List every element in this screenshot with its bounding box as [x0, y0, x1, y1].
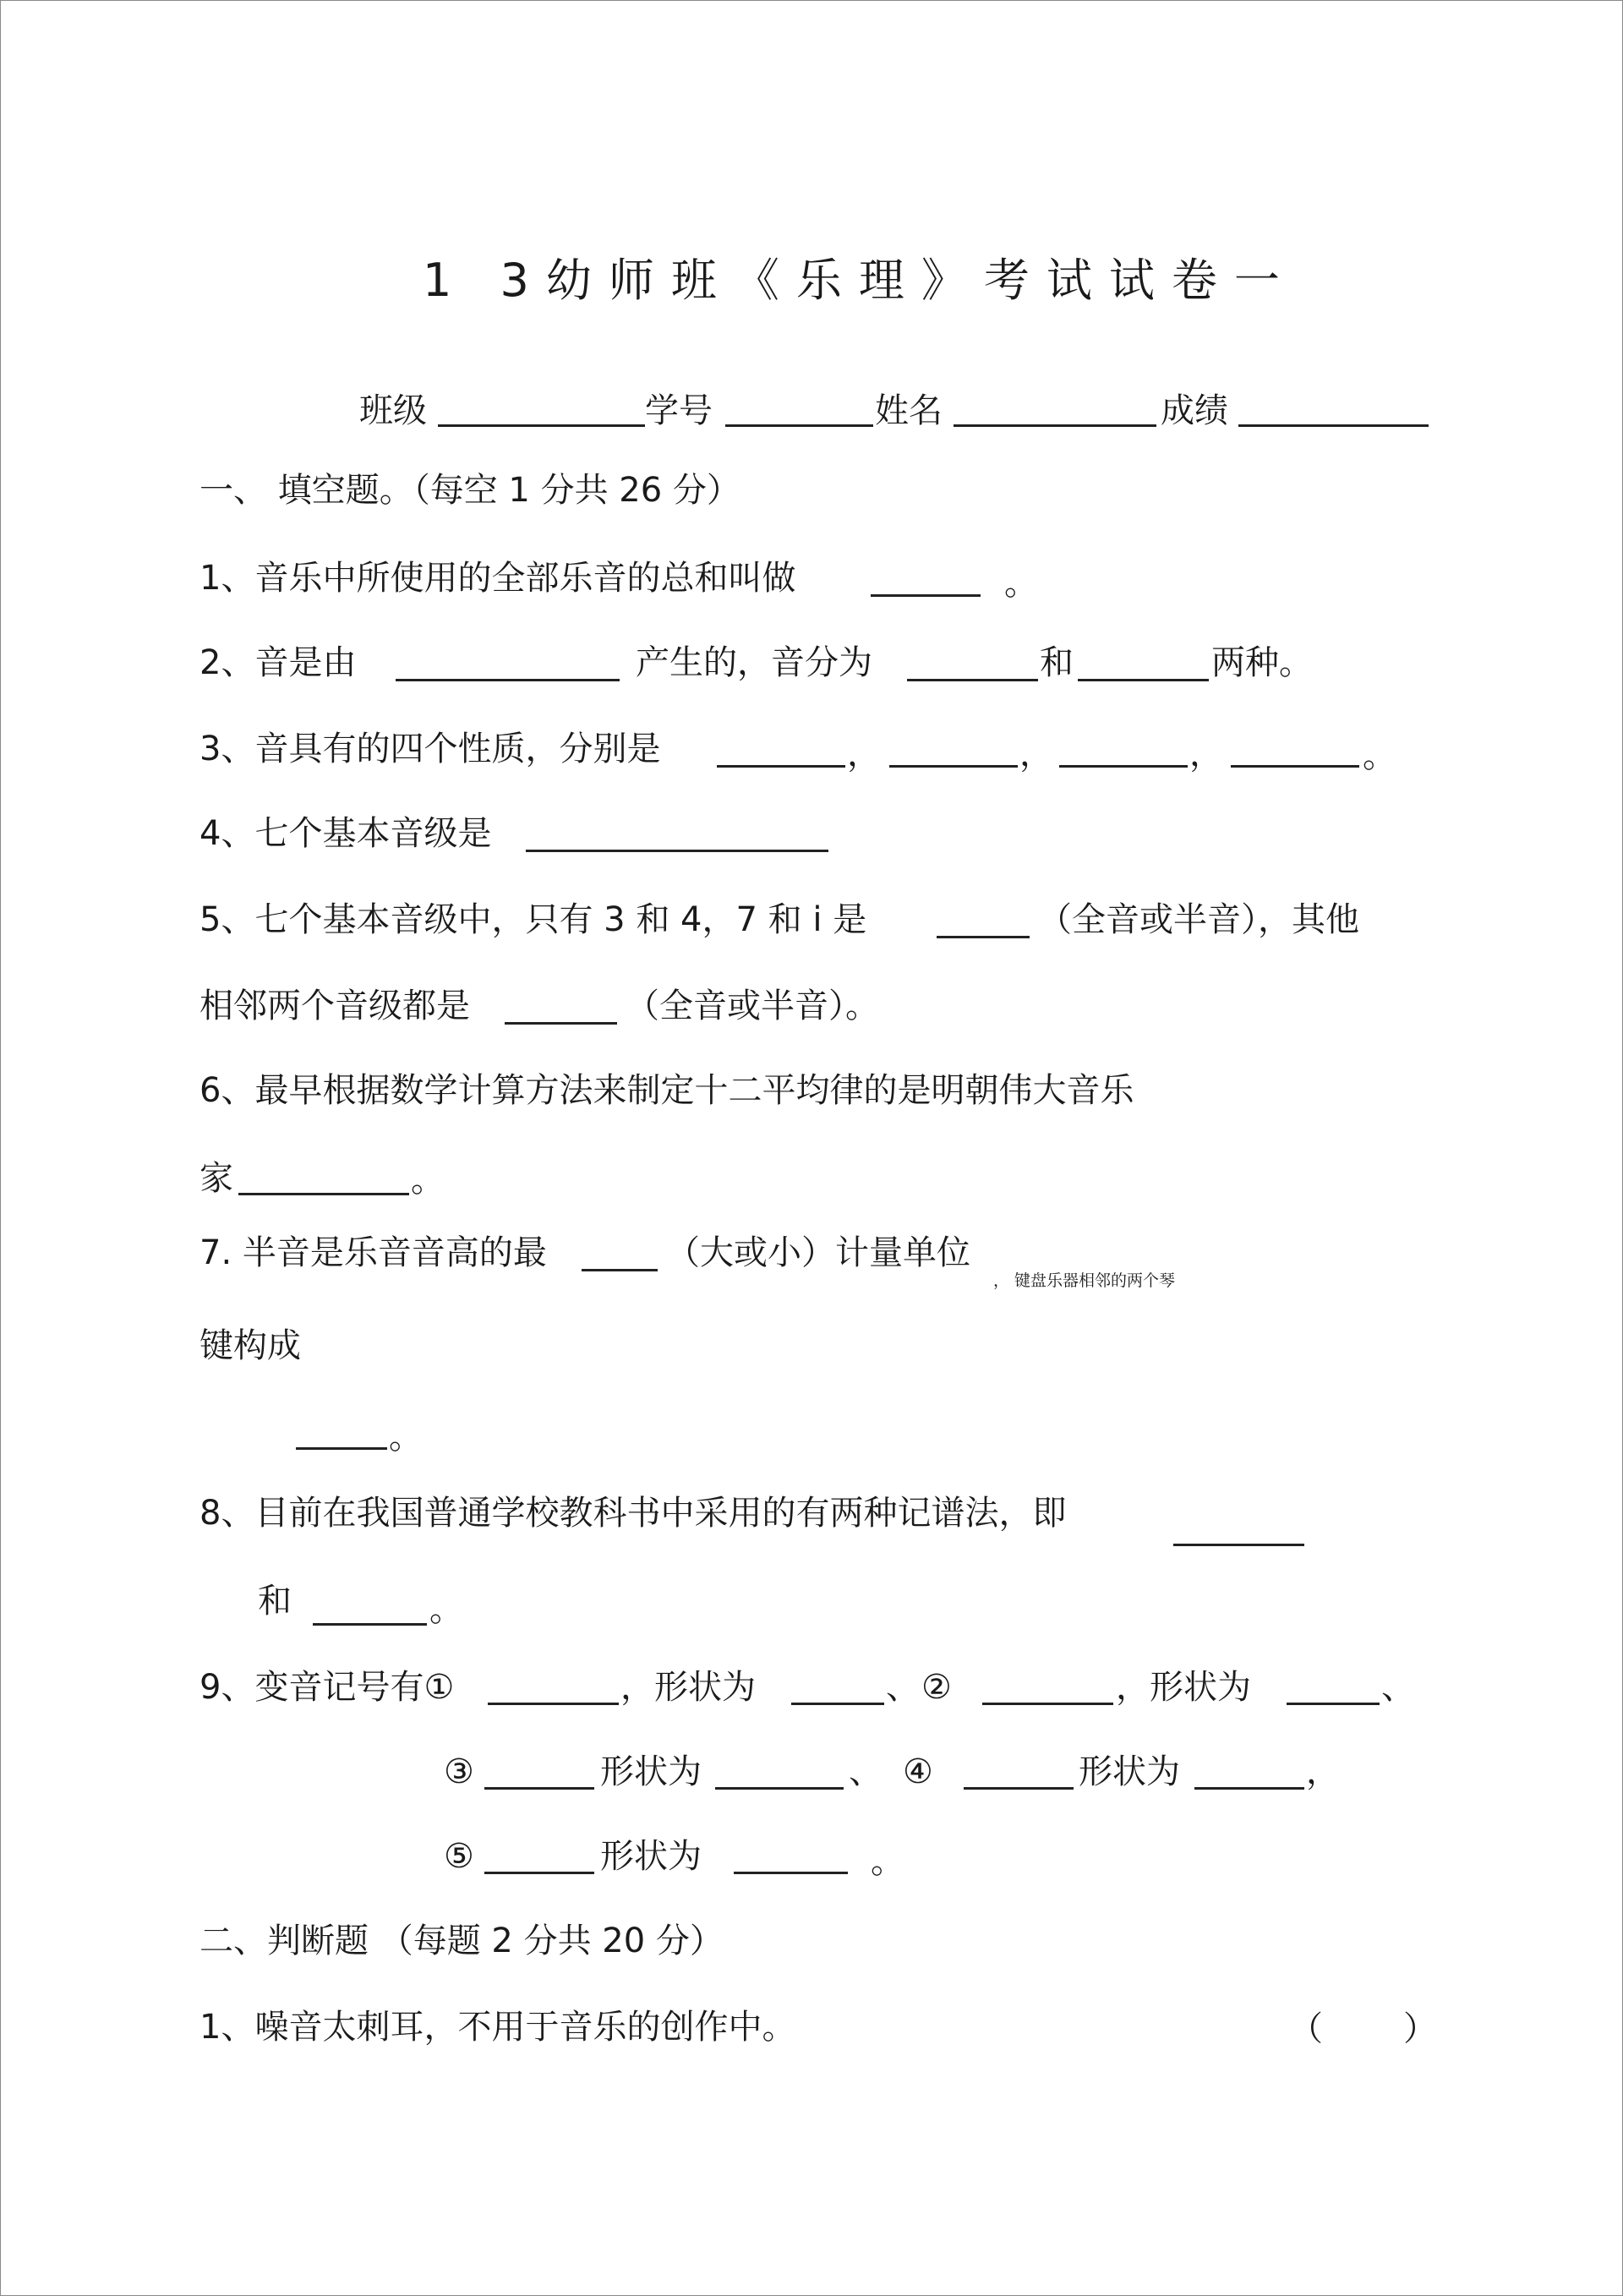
q9-circle-2: ②	[921, 1668, 952, 1707]
q7-note: ， 键盘乐器相邻的两个琴	[993, 1271, 1176, 1290]
q5-text-a: 5、七个基本音级中，只有 3 和 4，7 和 i 是	[199, 900, 867, 939]
page-title: 1 3幼师班《乐理》考试试卷一	[423, 254, 1297, 307]
q3-text: 3、音具有的四个性质，分别是	[199, 730, 661, 768]
q2-text-a: 2、音是由	[199, 643, 357, 682]
q8-text-b: 和	[258, 1582, 292, 1621]
q2-text-b: 产生的，音分为	[636, 643, 872, 682]
q8-end: 。	[429, 1590, 463, 1629]
q9-dun-2: 、	[1381, 1668, 1415, 1707]
q9-end: 。	[871, 1842, 904, 1881]
q7-blank-1[interactable]	[582, 1269, 658, 1271]
section-2-heading: 二、判断题 （每题 2 分共 20 分）	[199, 1922, 724, 1960]
q8-text-a: 8、目前在我国普通学校教科书中采用的有两种记谱法，即	[199, 1494, 1067, 1533]
q6-blank[interactable]	[238, 1193, 409, 1195]
q3-blank-4[interactable]	[1231, 765, 1359, 768]
q7-end: 。	[389, 1418, 423, 1457]
q7-text-c: 键构成	[199, 1326, 301, 1365]
q7-text-a: 7. 半音是乐音音高的最	[199, 1233, 547, 1272]
q2-blank-3[interactable]	[1078, 679, 1209, 681]
q2-text-c: 和	[1040, 643, 1074, 682]
q9-shape-label-5: 形状为	[600, 1837, 702, 1876]
name-label: 姓名	[875, 391, 943, 430]
q6-text-b: 家	[199, 1159, 233, 1198]
q1-end: 。	[1004, 564, 1038, 603]
id-blank[interactable]	[725, 424, 873, 427]
q5-text-c: 相邻两个音级都是	[199, 987, 470, 1025]
q9-circle-3: ③	[444, 1752, 474, 1791]
q2-blank-1[interactable]	[396, 679, 620, 681]
q9-circle-5: ⑤	[444, 1837, 474, 1876]
q9-blank-5[interactable]	[484, 1872, 594, 1874]
score-blank[interactable]	[1238, 424, 1429, 427]
name-blank[interactable]	[954, 424, 1156, 427]
class-blank[interactable]	[438, 424, 645, 427]
q3-blank-3[interactable]	[1059, 765, 1188, 768]
q4-blank[interactable]	[526, 850, 828, 852]
q6-end: 。	[411, 1161, 445, 1200]
q8-blank-1[interactable]	[1173, 1544, 1304, 1546]
q3-blank-1[interactable]	[717, 765, 845, 768]
q5-blank-2[interactable]	[505, 1022, 617, 1025]
q4-text: 4、七个基本音级是	[199, 814, 492, 853]
q9-shape-label-1: ，形状为	[620, 1668, 756, 1707]
q3-sep-2: ，	[1019, 735, 1053, 774]
q2-text-d: 两种。	[1211, 643, 1313, 682]
q9-circle-4: ④	[903, 1752, 933, 1791]
id-label: 学号	[645, 391, 713, 430]
q9-blank-4[interactable]	[964, 1787, 1074, 1790]
q1-text: 1、音乐中所使用的全部乐音的总和叫做	[199, 559, 796, 598]
q7-blank-2[interactable]	[296, 1447, 387, 1450]
q7-text-b: （大或小）计量单位	[666, 1233, 970, 1272]
q9-shape-label-3: 形状为	[600, 1752, 702, 1791]
judge-1-text: 1、噪音太刺耳，不用于音乐的创作中。	[199, 2008, 796, 2047]
q9-dun-3: 、	[849, 1752, 883, 1791]
q9-comma: ，	[1306, 1752, 1340, 1791]
q9-shape-label-4: 形状为	[1079, 1752, 1180, 1791]
score-label: 成绩	[1161, 391, 1228, 430]
class-label: 班级	[359, 391, 427, 430]
q5-blank-1[interactable]	[937, 936, 1030, 938]
q5-text-d: （全音或半音）。	[626, 987, 879, 1025]
q6-text-a: 6、最早根据数学计算方法来制定十二平均律的是明朝伟大音乐	[199, 1071, 1134, 1110]
q3-blank-2[interactable]	[889, 765, 1018, 768]
q3-sep-1: ，	[847, 735, 881, 774]
judge-1-left-paren: （	[1289, 2009, 1323, 2048]
q8-blank-2[interactable]	[313, 1623, 427, 1626]
q9-blank-3[interactable]	[484, 1787, 594, 1790]
q9-blank-1[interactable]	[488, 1703, 619, 1705]
q5-text-b: （全音或半音），其他	[1038, 900, 1359, 939]
q9-shape-blank-1[interactable]	[791, 1703, 884, 1705]
judge-1-right-paren[interactable]: ）	[1403, 2009, 1437, 2048]
q9-shape-label-2: ，形状为	[1116, 1668, 1251, 1707]
q9-shape-blank-2[interactable]	[1287, 1703, 1380, 1705]
q9-blank-2[interactable]	[982, 1703, 1113, 1705]
q9-shape-blank-5[interactable]	[734, 1872, 848, 1874]
q3-sep-3: ，	[1189, 735, 1223, 774]
section-1-heading: 一、 填空题。（每空 1 分共 26 分）	[199, 471, 740, 510]
q3-end: 。	[1363, 736, 1396, 775]
q2-blank-2[interactable]	[907, 679, 1038, 681]
q9-shape-blank-4[interactable]	[1194, 1787, 1304, 1790]
q1-blank[interactable]	[871, 594, 981, 597]
q9-text-a: 9、变音记号有①	[199, 1668, 455, 1707]
q9-shape-blank-3[interactable]	[715, 1787, 844, 1790]
q9-dun-1: 、	[886, 1668, 920, 1707]
